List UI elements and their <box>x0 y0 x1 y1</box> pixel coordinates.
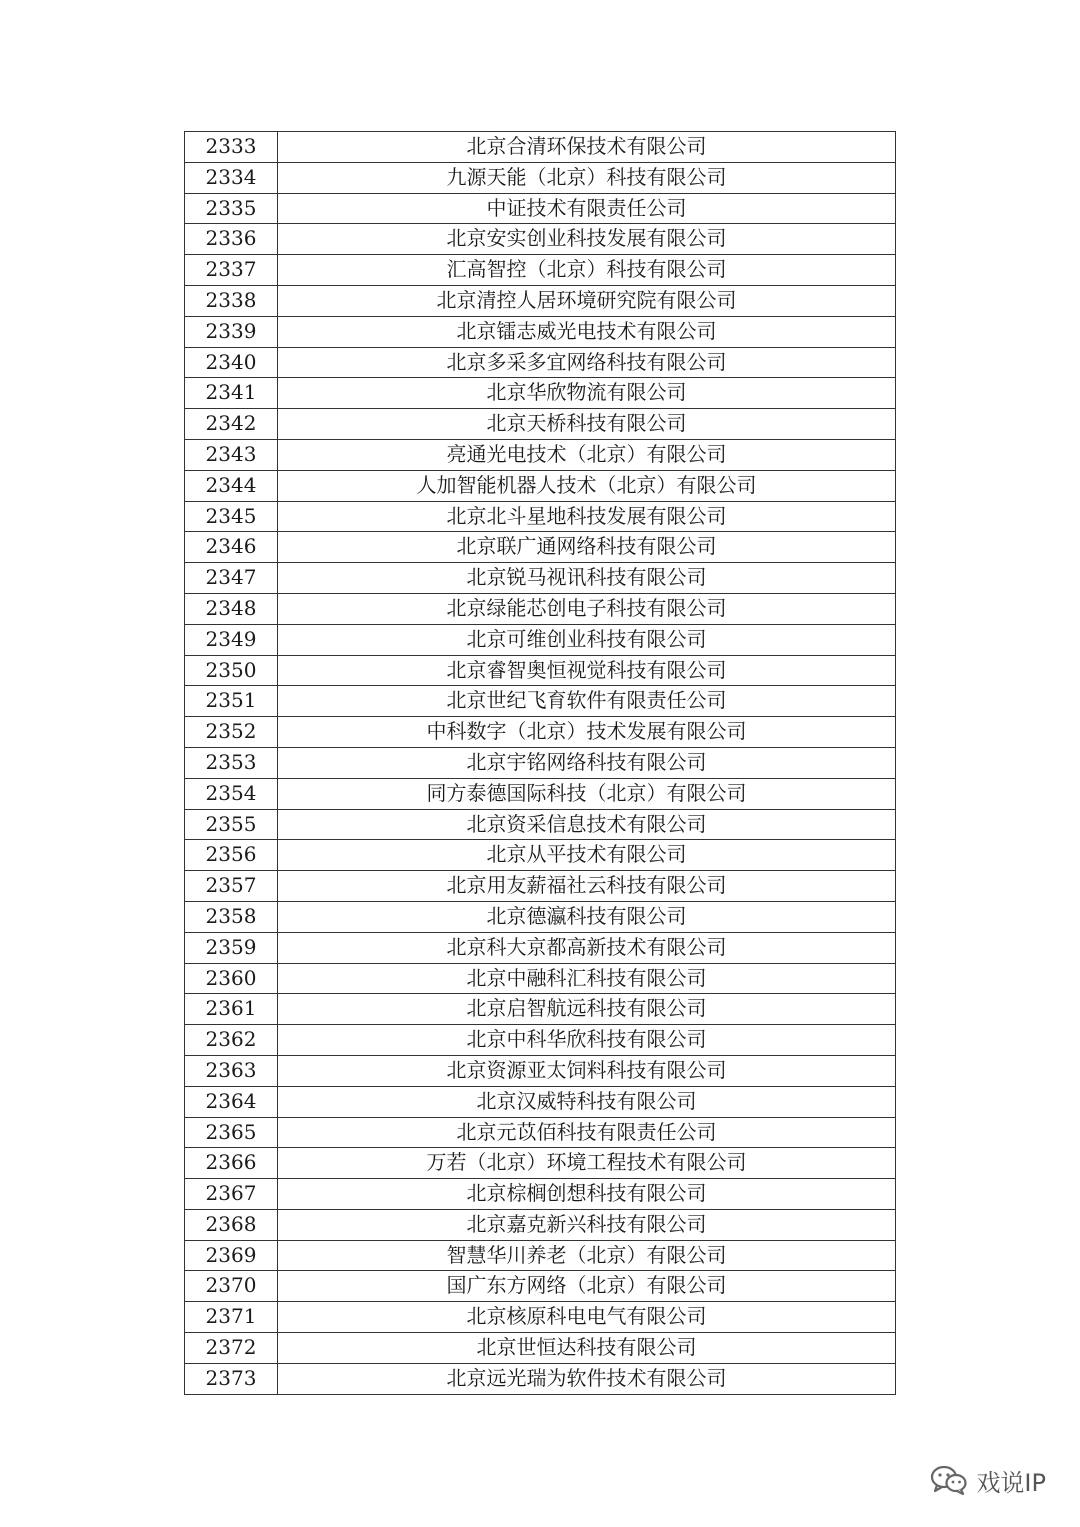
table-row <box>185 501 896 532</box>
company-name: 北京嘉克新兴科技有限公司 <box>278 1209 896 1240</box>
row-number: 2342 <box>185 409 278 440</box>
company-list-table-container <box>184 131 896 1395</box>
row-number: 2366 <box>185 1148 278 1179</box>
row-number: 2343 <box>185 439 278 470</box>
table-row <box>185 1363 896 1394</box>
row-number: 2349 <box>185 624 278 655</box>
row-number: 2341 <box>185 378 278 409</box>
row-number: 2344 <box>185 470 278 501</box>
table-row <box>185 655 896 686</box>
table-row <box>185 1148 896 1179</box>
table-row <box>185 162 896 193</box>
row-number: 2354 <box>185 778 278 809</box>
company-name: 北京北斗星地科技发展有限公司 <box>278 501 896 532</box>
table-row <box>185 563 896 594</box>
company-name: 北京联广通网络科技有限公司 <box>278 532 896 563</box>
company-name: 九源天能（北京）科技有限公司 <box>278 162 896 193</box>
row-number: 2373 <box>185 1363 278 1394</box>
table-row <box>185 1179 896 1210</box>
row-number: 2346 <box>185 532 278 563</box>
company-name: 北京远光瑞为软件技术有限公司 <box>278 1363 896 1394</box>
row-number: 2356 <box>185 840 278 871</box>
row-number: 2368 <box>185 1209 278 1240</box>
row-number: 2369 <box>185 1240 278 1271</box>
watermark-text: 戏说IP <box>976 1468 1046 1497</box>
company-name: 北京中融科汇科技有限公司 <box>278 963 896 994</box>
row-number: 2347 <box>185 563 278 594</box>
company-name: 北京棕榈创想科技有限公司 <box>278 1179 896 1210</box>
row-number: 2352 <box>185 717 278 748</box>
row-number: 2361 <box>185 994 278 1025</box>
table-row <box>185 686 896 717</box>
row-number: 2372 <box>185 1333 278 1364</box>
company-name: 中科数字（北京）技术发展有限公司 <box>278 717 896 748</box>
company-name: 北京汉威特科技有限公司 <box>278 1086 896 1117</box>
company-name: 北京锐马视讯科技有限公司 <box>278 563 896 594</box>
table-row <box>185 994 896 1025</box>
row-number: 2337 <box>185 255 278 286</box>
row-number: 2350 <box>185 655 278 686</box>
table-row <box>185 717 896 748</box>
table-row <box>185 1117 896 1148</box>
company-name: 北京可维创业科技有限公司 <box>278 624 896 655</box>
row-number: 2351 <box>185 686 278 717</box>
company-name: 北京世纪飞育软件有限责任公司 <box>278 686 896 717</box>
row-number: 2357 <box>185 871 278 902</box>
row-number: 2335 <box>185 193 278 224</box>
company-name: 万若（北京）环境工程技术有限公司 <box>278 1148 896 1179</box>
company-name: 亮通光电技术（北京）有限公司 <box>278 439 896 470</box>
company-name: 北京睿智奥恒视觉科技有限公司 <box>278 655 896 686</box>
company-name: 智慧华川养老（北京）有限公司 <box>278 1240 896 1271</box>
table-row <box>185 1302 896 1333</box>
table-row <box>185 316 896 347</box>
company-name: 北京合清环保技术有限公司 <box>278 132 896 163</box>
table-row <box>185 285 896 316</box>
row-number: 2353 <box>185 747 278 778</box>
row-number: 2345 <box>185 501 278 532</box>
table-row <box>185 1025 896 1056</box>
table-row <box>185 532 896 563</box>
table-row <box>185 132 896 163</box>
company-name: 北京元苡佰科技有限责任公司 <box>278 1117 896 1148</box>
company-name: 北京华欣物流有限公司 <box>278 378 896 409</box>
table-row <box>185 409 896 440</box>
company-name: 北京安实创业科技发展有限公司 <box>278 224 896 255</box>
company-name: 北京用友薪福社云科技有限公司 <box>278 871 896 902</box>
row-number: 2370 <box>185 1271 278 1302</box>
company-name: 北京核原科电电气有限公司 <box>278 1302 896 1333</box>
company-list-table <box>184 131 896 1395</box>
table-row <box>185 747 896 778</box>
row-number: 2339 <box>185 316 278 347</box>
table-row <box>185 593 896 624</box>
table-row <box>185 1333 896 1364</box>
row-number: 2362 <box>185 1025 278 1056</box>
company-name: 国广东方网络（北京）有限公司 <box>278 1271 896 1302</box>
company-name: 北京德瀛科技有限公司 <box>278 901 896 932</box>
company-name: 北京启智航远科技有限公司 <box>278 994 896 1025</box>
company-name: 人加智能机器人技术（北京）有限公司 <box>278 470 896 501</box>
table-row <box>185 378 896 409</box>
row-number: 2363 <box>185 1055 278 1086</box>
table-row <box>185 470 896 501</box>
company-name: 同方泰德国际科技（北京）有限公司 <box>278 778 896 809</box>
table-row <box>185 778 896 809</box>
row-number: 2348 <box>185 593 278 624</box>
company-name: 北京科大京都高新技术有限公司 <box>278 932 896 963</box>
table-row <box>185 932 896 963</box>
table-row <box>185 224 896 255</box>
table-row <box>185 1086 896 1117</box>
table-row <box>185 439 896 470</box>
company-name: 北京资采信息技术有限公司 <box>278 809 896 840</box>
table-row <box>185 840 896 871</box>
row-number: 2358 <box>185 901 278 932</box>
company-name: 北京世恒达科技有限公司 <box>278 1333 896 1364</box>
table-body <box>185 132 896 1395</box>
company-name: 北京中科华欣科技有限公司 <box>278 1025 896 1056</box>
row-number: 2340 <box>185 347 278 378</box>
company-name: 汇高智控（北京）科技有限公司 <box>278 255 896 286</box>
table-row <box>185 193 896 224</box>
company-name: 北京资源亚太饲料科技有限公司 <box>278 1055 896 1086</box>
row-number: 2338 <box>185 285 278 316</box>
company-name: 北京天桥科技有限公司 <box>278 409 896 440</box>
table-row <box>185 255 896 286</box>
table-row <box>185 624 896 655</box>
company-name: 北京从平技术有限公司 <box>278 840 896 871</box>
row-number: 2364 <box>185 1086 278 1117</box>
row-number: 2355 <box>185 809 278 840</box>
row-number: 2333 <box>185 132 278 163</box>
company-name: 北京宇铭网络科技有限公司 <box>278 747 896 778</box>
row-number: 2367 <box>185 1179 278 1210</box>
row-number: 2334 <box>185 162 278 193</box>
row-number: 2359 <box>185 932 278 963</box>
table-row <box>185 809 896 840</box>
company-name: 北京镭志威光电技术有限公司 <box>278 316 896 347</box>
table-row <box>185 1271 896 1302</box>
company-name: 中证技术有限责任公司 <box>278 193 896 224</box>
row-number: 2365 <box>185 1117 278 1148</box>
table-row <box>185 871 896 902</box>
company-name: 北京清控人居环境研究院有限公司 <box>278 285 896 316</box>
row-number: 2371 <box>185 1302 278 1333</box>
row-number: 2360 <box>185 963 278 994</box>
table-row <box>185 901 896 932</box>
watermark <box>930 1460 1046 1500</box>
wechat-icon <box>930 1464 968 1496</box>
table-row <box>185 963 896 994</box>
company-name: 北京多采多宜网络科技有限公司 <box>278 347 896 378</box>
table-row <box>185 1209 896 1240</box>
table-row <box>185 1240 896 1271</box>
table-row <box>185 347 896 378</box>
table-row <box>185 1055 896 1086</box>
row-number: 2336 <box>185 224 278 255</box>
company-name: 北京绿能芯创电子科技有限公司 <box>278 593 896 624</box>
